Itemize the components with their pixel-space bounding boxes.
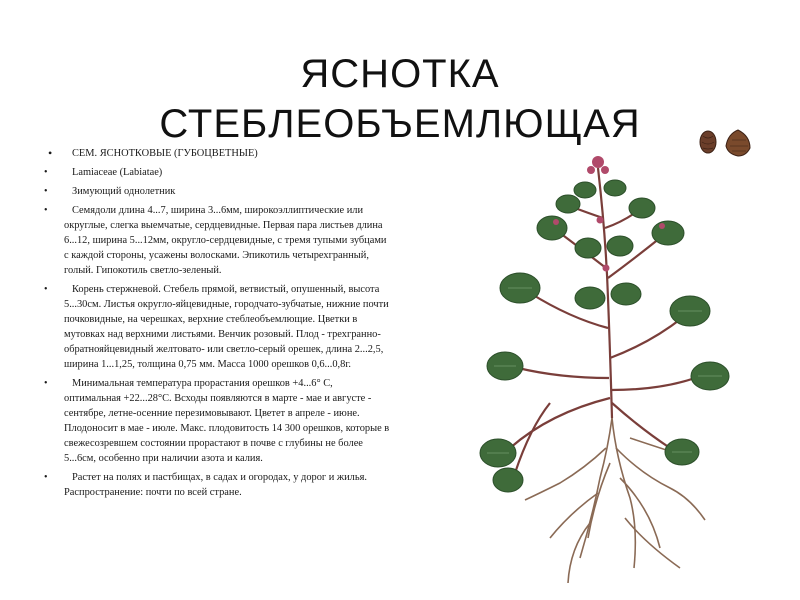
bullet-text: Зимующий однолетник bbox=[72, 186, 176, 197]
bullet-text: Семядоли длина 4...7, ширина 3...6мм, широкоэллиптические или округлые, слегка выемчатые, сердцевидные. Первая пара листьев длина 6...12, ширина 5...12мм, округло-сердцевидные, с тремя тупыми зубцами с каждой стороны, усажены волосками. Эпикотиль четырехгранный, голый. Гипокотиль светло-зеленый. bbox=[64, 205, 387, 276]
bullet-dot: • bbox=[44, 284, 48, 295]
bullet-dot: • bbox=[44, 186, 48, 197]
bullet-text: СЕМ. ЯСНОТКОВЫЕ (ГУБОЦВЕТНЫЕ) bbox=[72, 148, 258, 159]
bullet-seedling bbox=[44, 203, 390, 278]
title-line-1: ЯСНОТКА bbox=[300, 51, 500, 96]
bullet-text: Растет на полях и пастбищах, в садах и огородах, у дорог и жилья. Распространение: почти по всей стране. bbox=[64, 472, 367, 498]
bullet-biology bbox=[44, 376, 390, 466]
seed-icon bbox=[726, 130, 750, 156]
bullet-family bbox=[44, 146, 390, 161]
description-list bbox=[44, 146, 390, 504]
bullet-life-form bbox=[44, 184, 390, 199]
bullet-dot: • bbox=[44, 472, 48, 483]
stem-system bbox=[510, 168, 695, 473]
bullet-text: Lamiaceae (Labiatae) bbox=[72, 167, 163, 178]
bullet-distribution bbox=[44, 470, 390, 500]
bullet-dot: • bbox=[48, 146, 53, 160]
seed-icon bbox=[700, 131, 716, 153]
bullet-dot: • bbox=[44, 378, 48, 389]
bullet-dot: • bbox=[44, 205, 48, 216]
bullet-morphology bbox=[44, 282, 390, 372]
bullet-dot: • bbox=[44, 167, 48, 178]
bullet-latin-name bbox=[44, 165, 390, 180]
bullet-text: Минимальная температура прорастания орешков +4...6° С, оптимальная +22...28°С. Всходы появляются в марте - мае и августе - сентябре, летне-осенние перезимовывают. Цветет в апреле - июне. Плодоносит в мае - июле. Макс. плодовитость 14 300 орешков, которые в свежесозревшем состоянии прорастают в почве с глубины не более 5...6см, особенно при наличии азота и калия. bbox=[64, 378, 390, 464]
title-line-2: СТЕБЛЕОБЪЕМЛЮЩАЯ bbox=[159, 101, 641, 146]
bullet-text: Корень стержневой. Стебель прямой, ветвистый, опушенный, высота 5...30см. Листья округло-яйцевидные, городчато-зубчатые, нижние почти почковидные, на черешках, верхние стеблеобъемлющие. Цветки в мутовках над верхними листьями. Венчик розовый. Плод - трехгранно-обратнояйцевидный желтовато- или светло-серый орешек, длина 2...2,5, ширина 1...1,25, толщина 0,75 мм. Масса 1000 орешков 0,6...0,8г. bbox=[64, 284, 389, 370]
plant-illustration bbox=[420, 128, 760, 598]
